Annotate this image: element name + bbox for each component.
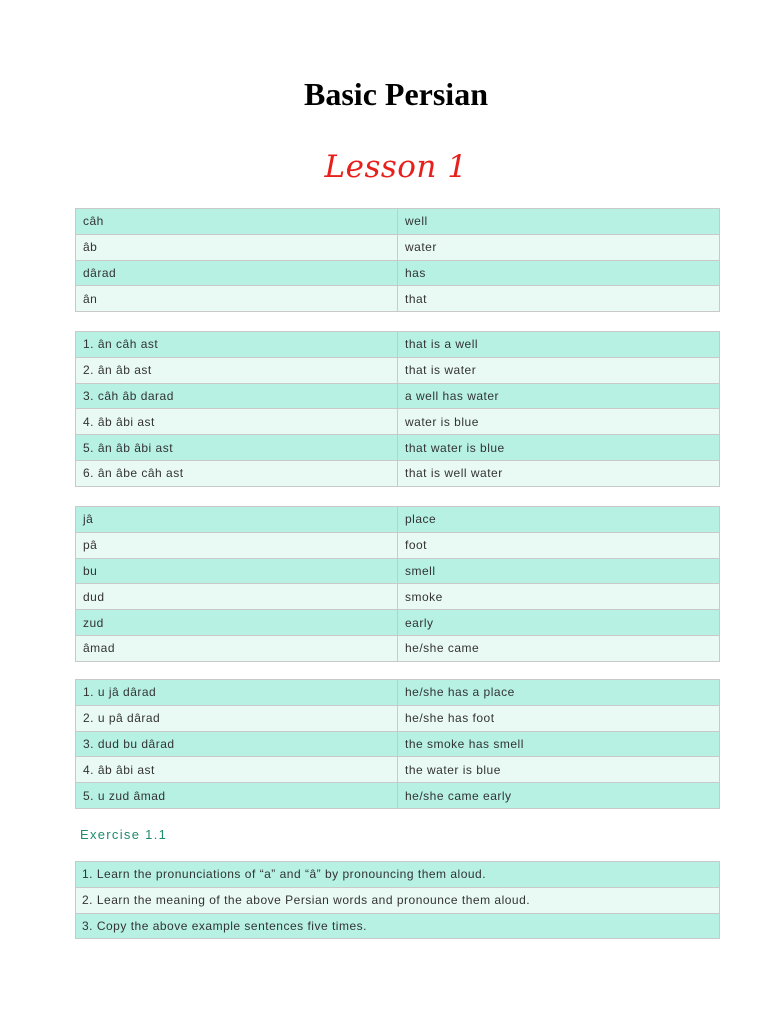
persian-cell: âmad xyxy=(76,635,398,661)
table-row xyxy=(76,783,720,809)
english-cell: he/she has a place xyxy=(398,680,720,706)
vocabulary-table-1 xyxy=(75,208,720,312)
table-row xyxy=(76,460,720,486)
persian-cell: 1. ân câh ast xyxy=(76,332,398,358)
english-cell: smoke xyxy=(398,584,720,610)
table-row xyxy=(76,558,720,584)
table-row xyxy=(76,887,720,913)
vocabulary-table-2 xyxy=(75,506,720,662)
table-row xyxy=(76,705,720,731)
persian-cell: pâ xyxy=(76,532,398,558)
table-row xyxy=(76,357,720,383)
english-cell: a well has water xyxy=(398,383,720,409)
table-row xyxy=(76,731,720,757)
persian-cell: 5. ân âb âbi ast xyxy=(76,435,398,461)
persian-cell: âb xyxy=(76,234,398,260)
english-cell: that xyxy=(398,286,720,312)
english-cell: water is blue xyxy=(398,409,720,435)
table-row xyxy=(76,234,720,260)
table-row xyxy=(76,286,720,312)
english-cell: that water is blue xyxy=(398,435,720,461)
exercise-heading: Exercise 1.1 xyxy=(80,827,168,842)
english-cell: place xyxy=(398,507,720,533)
english-cell: the water is blue xyxy=(398,757,720,783)
table-row xyxy=(76,332,720,358)
english-cell: that is water xyxy=(398,357,720,383)
table-row xyxy=(76,209,720,235)
table-row xyxy=(76,635,720,661)
english-cell: early xyxy=(398,610,720,636)
lesson-heading: Lesson 1 xyxy=(324,149,468,185)
persian-cell: ân xyxy=(76,286,398,312)
table-row xyxy=(76,409,720,435)
persian-cell: 1. u jâ dârad xyxy=(76,680,398,706)
table-row xyxy=(76,610,720,636)
english-cell: smell xyxy=(398,558,720,584)
table-row xyxy=(76,584,720,610)
english-cell: he/she came early xyxy=(398,783,720,809)
english-cell: the smoke has smell xyxy=(398,731,720,757)
sentences-table-1 xyxy=(75,331,720,487)
persian-cell: 2. ân âb ast xyxy=(76,357,398,383)
english-cell: that is well water xyxy=(398,460,720,486)
persian-cell: 4. âb âbi ast xyxy=(76,757,398,783)
table-row xyxy=(76,435,720,461)
persian-cell: dârad xyxy=(76,260,398,286)
english-cell: has xyxy=(398,260,720,286)
persian-cell: jâ xyxy=(76,507,398,533)
table-row xyxy=(76,507,720,533)
page-title: Basic Persian xyxy=(304,76,488,112)
persian-cell: 4. âb âbi ast xyxy=(76,409,398,435)
table-row xyxy=(76,383,720,409)
persian-cell: 3. dud bu dârad xyxy=(76,731,398,757)
table-row xyxy=(76,260,720,286)
exercise-item: 3. Copy the above example sentences five times. xyxy=(76,913,720,939)
english-cell: water xyxy=(398,234,720,260)
persian-cell: zud xyxy=(76,610,398,636)
persian-cell: bu xyxy=(76,558,398,584)
english-cell: well xyxy=(398,209,720,235)
english-cell: he/she has foot xyxy=(398,705,720,731)
exercise-item: 1. Learn the pronunciations of “a” and “â” by pronouncing them aloud. xyxy=(76,862,720,888)
persian-cell: 6. ân âbe câh ast xyxy=(76,460,398,486)
table-row xyxy=(76,532,720,558)
table-row xyxy=(76,862,720,888)
table-row xyxy=(76,913,720,939)
table-row xyxy=(76,680,720,706)
persian-cell: dud xyxy=(76,584,398,610)
table-row xyxy=(76,757,720,783)
exercise-item: 2. Learn the meaning of the above Persian words and pronounce them aloud. xyxy=(76,887,720,913)
persian-cell: câh xyxy=(76,209,398,235)
exercise-table xyxy=(75,861,720,939)
sentences-table-2 xyxy=(75,679,720,809)
english-cell: foot xyxy=(398,532,720,558)
english-cell: that is a well xyxy=(398,332,720,358)
persian-cell: 3. câh âb darad xyxy=(76,383,398,409)
english-cell: he/she came xyxy=(398,635,720,661)
persian-cell: 5. u zud âmad xyxy=(76,783,398,809)
persian-cell: 2. u pâ dârad xyxy=(76,705,398,731)
